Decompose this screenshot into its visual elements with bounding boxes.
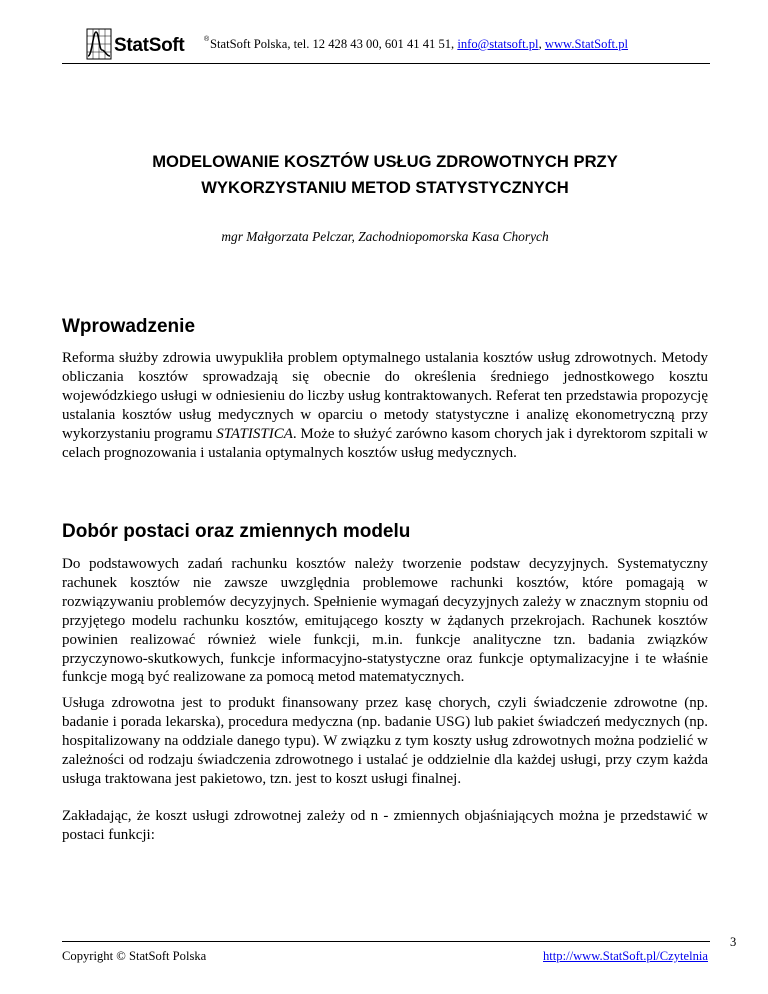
page-number: 3: [730, 935, 737, 949]
contact-text: StatSoft Polska, tel. 12 428 43 00, 601 41 41 51,: [210, 37, 458, 51]
section-heading-intro: Wprowadzenie: [62, 316, 196, 337]
intro-paragraph: [62, 349, 708, 462]
footer-link[interactable]: http://www.StatSoft.pl/Czytelnia: [543, 949, 708, 963]
header-divider: [62, 63, 710, 64]
footer-copyright: Copyright © StatSoft Polska: [62, 949, 207, 963]
logo-text: StatSoft: [114, 35, 185, 56]
title-line-2: WYKORZYSTANIU METOD STATYSTYCZNYCH: [201, 178, 569, 197]
footer-divider: [62, 941, 710, 942]
statsoft-logo[interactable]: [86, 26, 210, 64]
registered-mark: ®: [204, 36, 210, 43]
title-line-1: MODELOWANIE KOSZTÓW USŁUG ZDROWOTNYCH PRZY: [152, 152, 618, 171]
intro-text-italic: STATISTICA: [216, 425, 293, 442]
page-header: [86, 26, 706, 64]
website-link[interactable]: www.StatSoft.pl: [544, 37, 629, 51]
model-paragraph-1: Do podstawowych zadań rachunku kosztów należy tworzenie podstaw decyzyjnych. Systematyczny rachunek kosztów nie zawsze uwzględnia problemowe rachunki kosztów, które pomagają w rozwiązywaniu problemów decyzyjnych. Spełnienie wymagań decyzyjnych zależy w znacznym stopniu od przyjętego modelu rachunku kosztów, emitującego koszty w żądanych przekrojach. Rachunek kosztów powinien realizować również wiele funkcji, m.in. funkcje analityczne tzn. badania związków przyczynowo-skutkowych, funkcje informacyjno-statystyczne oraz funkcje optymalizacyjne i te właśnie funkcje mogą być realizowane za pomocą metod matematycznych.: [62, 556, 708, 686]
header-contact: [210, 37, 628, 52]
intro-text-start: Reforma służby zdrowia uwypukliła problem optymalnego ustalania kosztów usług zdrowotnych. Metody obliczania kosztów sprowadzają się obecnie do określenia średniego jednostkowego kosztu wojewódzkiego usługi w odniesieniu do liczby usług kontraktowanych. Referat ten przedstawia propozycję ustalania kosztów usług medycznych w oparciu o metody statystyczne i analizę ekonometryczną przy wykorzystaniu programu: [62, 350, 708, 442]
author-line: mgr Małgorzata Pelczar, Zachodniopomorska Kasa Chorych: [221, 229, 549, 244]
chart-grid-icon: [86, 28, 112, 60]
model-paragraph-3: Zakładając, że koszt usługi zdrowotnej zależy od n - zmiennych objaśniających można je przedstawić w postaci funkcji:: [62, 808, 708, 843]
section-heading-model: Dobór postaci oraz zmiennych modelu: [62, 521, 411, 542]
intro-text-end: . Może to służyć zarówno kasom chorych jak i dyrektorom szpitali w celach prognozowania i ustalania optymalnych kosztów usług medycznych.: [62, 425, 709, 461]
contact-separator: ,: [538, 37, 545, 51]
document-title: [62, 149, 708, 201]
email-link[interactable]: info@statsoft.pl: [457, 37, 539, 51]
model-paragraph-2: Usługa zdrowotna jest to produkt finansowany przez kasę chorych, czyli świadczenie zdrowotne (np. badanie i porada lekarska), procedura medyczna (np. badanie USG) lub pakiet świadczeń medycznych (np. hospitalizowany na oddziale danego typu). W związku z tym koszty usług zdrowotnych można podzielić w zależności od rodzaju świadczenia zdrowotnego i ustalać je oddzielnie dla każdej usługi, przy czym każda usługa traktowana jest pakietowo, tzn. jest to koszt usługi finalnej.: [62, 695, 708, 787]
